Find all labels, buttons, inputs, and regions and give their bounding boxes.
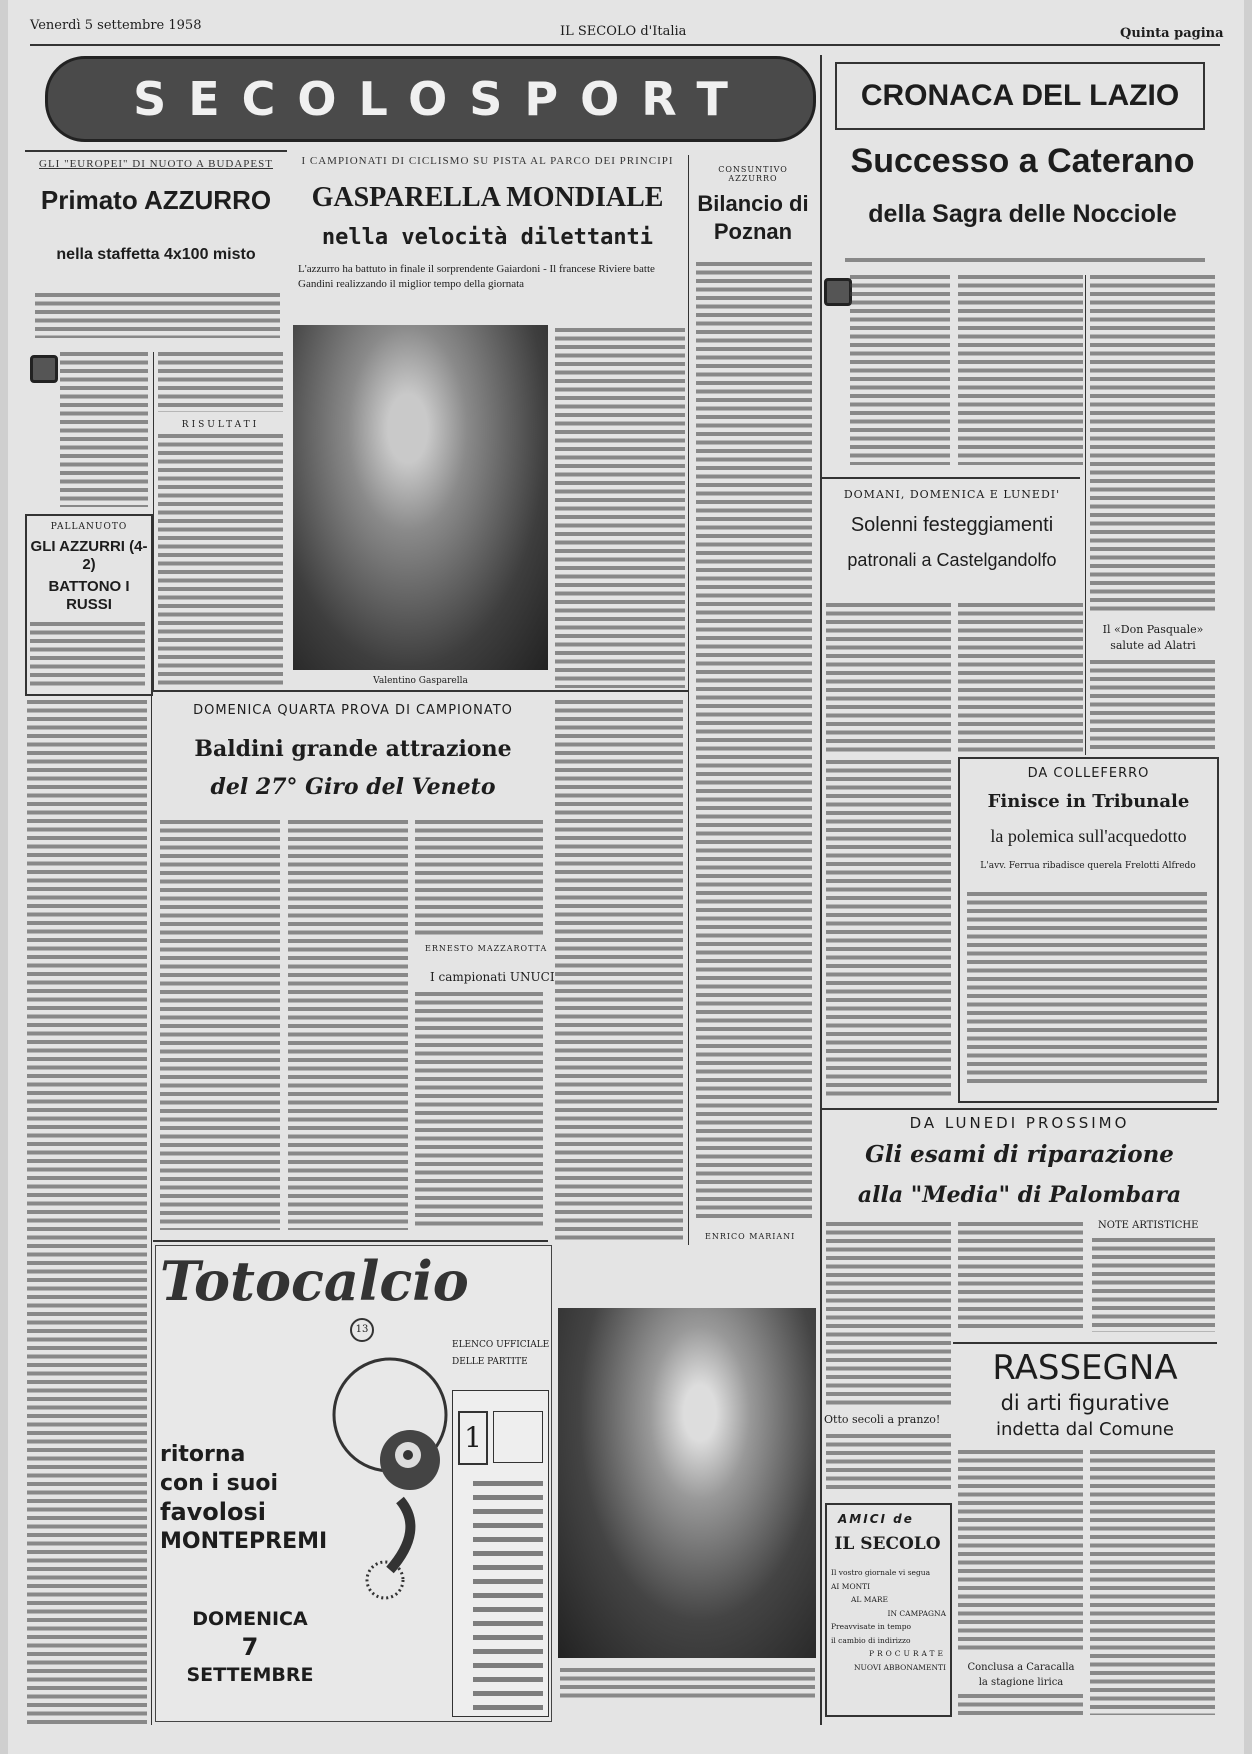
article-body-text bbox=[555, 328, 685, 688]
article-body-text bbox=[27, 700, 147, 1725]
photo-caption: Valentino Gasparella bbox=[373, 676, 468, 686]
subheadline: di arti figurative bbox=[1000, 1391, 1170, 1415]
headline: Gli esami di riparazione bbox=[865, 1141, 1174, 1168]
divider bbox=[153, 352, 154, 692]
amici-title: IL SECOLO bbox=[834, 1534, 941, 1554]
divider bbox=[820, 55, 822, 1725]
subheadline: patronali a Castelgandolfo bbox=[847, 550, 1057, 570]
kicker: DA LUNEDI PROSSIMO bbox=[909, 1114, 1130, 1132]
totocalcio-coupon bbox=[452, 1390, 549, 1717]
article-body-text bbox=[826, 603, 951, 753]
article-body-text bbox=[826, 1434, 951, 1492]
film-still-photo bbox=[558, 1308, 816, 1658]
headline: Solenni festeggiamenti bbox=[850, 514, 1054, 536]
cyclist-photo bbox=[293, 325, 548, 670]
article-body-text bbox=[60, 352, 148, 507]
kicker: DA COLLEFERRO bbox=[1027, 766, 1150, 781]
subheadline: nella staffetta 4x100 misto bbox=[56, 246, 256, 263]
secolosport-banner: SECOLOSPORT bbox=[45, 56, 816, 142]
article-body-text bbox=[415, 820, 543, 938]
article-body-text bbox=[415, 992, 543, 1230]
section-cronaca-lazio bbox=[835, 62, 1205, 130]
subheadline: la polemica sull'acquedotto bbox=[990, 826, 1187, 846]
subheading: Otto secoli a pranzo! bbox=[824, 1413, 941, 1426]
section-title: CRONACA DEL LAZIO bbox=[860, 79, 1180, 112]
divider bbox=[151, 695, 152, 1725]
subheadline: del 27° Giro del Veneto bbox=[210, 774, 496, 800]
subheadline: alla "Media" di Palombara bbox=[857, 1182, 1182, 1208]
article-body-text bbox=[560, 1668, 815, 1698]
divider bbox=[153, 690, 688, 692]
subheadline: indetta dal Comune bbox=[996, 1419, 1174, 1440]
subheading: NOTE ARTISTICHE bbox=[1098, 1220, 1199, 1231]
deck: L'avv. Ferrua ribadisce querela Frelotti Alfredo bbox=[980, 861, 1196, 871]
deck: L'azzurro ha battuto in finale il sorprendente Gaiardoni - Il francese Riviere batte Gandini realizzando il miglior tempo della giornata bbox=[298, 263, 655, 290]
article-body-text bbox=[158, 434, 283, 689]
kicker: I CAMPIONATI DI CICLISMO SU PISTA AL PARCO DEI PRINCIPI bbox=[301, 155, 674, 167]
divider bbox=[30, 44, 1220, 46]
article-body-text bbox=[1090, 660, 1215, 750]
headline: GLI AZZURRI (4-2) bbox=[30, 538, 148, 573]
headline: Successo a Caterano bbox=[850, 142, 1195, 180]
article-body-text bbox=[958, 1694, 1083, 1716]
article-body-text bbox=[160, 820, 280, 1230]
article-body-text bbox=[473, 1481, 543, 1711]
article-body-text bbox=[1092, 1238, 1215, 1332]
signature: ERNESTO MAZZAROTTA bbox=[425, 944, 548, 953]
headline: Bilancio di Poznan bbox=[697, 191, 809, 244]
headline: Finisce in Tribunale bbox=[987, 791, 1190, 812]
amici-label: AMICI de bbox=[838, 1512, 914, 1526]
kicker: DOMANI, DOMENICA E LUNEDI' bbox=[843, 488, 1061, 501]
ad-list-label: ELENCO UFFICIALE DELLE PARTITE bbox=[452, 1340, 550, 1367]
headline: RASSEGNA bbox=[992, 1348, 1178, 1388]
agency-logo-icon bbox=[30, 355, 58, 383]
page-number: Quinta pagina bbox=[1120, 26, 1224, 41]
article-body-text bbox=[555, 700, 683, 1240]
article-body-text bbox=[158, 352, 283, 412]
subheadline: nella velocità dilettanti bbox=[321, 225, 654, 250]
article-body-text bbox=[958, 275, 1083, 465]
paper-name: IL SECOLO d'Italia bbox=[560, 24, 687, 39]
football-mascot-icon bbox=[330, 1340, 450, 1610]
article-body-text bbox=[850, 275, 950, 465]
article-body-text bbox=[826, 1222, 951, 1407]
subheading: Il «Don Pasquale» salute ad Alatri bbox=[1088, 622, 1218, 654]
divider bbox=[25, 150, 287, 152]
ad-text: ritorna con i suoi favolosi MONTEPREMI bbox=[160, 1442, 328, 1554]
article-body-text bbox=[696, 262, 812, 1222]
headline: BATTONO I RUSSI bbox=[48, 578, 130, 613]
article-body-text bbox=[958, 1222, 1083, 1332]
article-body-text bbox=[1090, 275, 1215, 615]
issue-date: Venerdì 5 settembre 1958 bbox=[30, 18, 202, 33]
ad-date: DOMENICA 7 SETTEMBRE bbox=[186, 1608, 314, 1686]
results-label: RISULTATI bbox=[181, 420, 260, 430]
headline: Primato AZZURRO bbox=[40, 185, 272, 215]
agency-logo-icon bbox=[824, 278, 852, 306]
article-body-text bbox=[967, 892, 1207, 1087]
subscription-text: Il vostro giornale vi segua AI MONTI AL MARE IN CAMPAGNA Preavvisate in tempo il cambio di indirizzo PROCURATE NUOVI ABBONAMENTI bbox=[831, 1568, 946, 1672]
totocalcio-logo: Totocalcio bbox=[160, 1249, 469, 1313]
divider bbox=[688, 155, 689, 1245]
subheading: Conclusa a Caracalla la stagione lirica bbox=[967, 1662, 1075, 1688]
subheading: I campionati UNUCI bbox=[430, 970, 555, 984]
kicker: DOMENICA QUARTA PROVA DI CAMPIONATO bbox=[193, 703, 513, 718]
signature: ENRICO MARIANI bbox=[705, 1232, 796, 1241]
article-body-text bbox=[288, 820, 408, 1230]
kicker: CONSUNTIVO AZZURRO bbox=[718, 165, 788, 183]
article-body-text bbox=[845, 258, 1205, 266]
article-body-text bbox=[958, 603, 1083, 753]
article-body-text bbox=[958, 1450, 1083, 1650]
divider bbox=[953, 1342, 1217, 1344]
subheadline: della Sagra delle Nocciole bbox=[868, 200, 1177, 228]
badge: 13 bbox=[350, 1318, 374, 1342]
kicker: GLI "EUROPEI" DI NUOTO A BUDAPEST bbox=[39, 158, 273, 170]
article-body-text bbox=[30, 622, 145, 687]
divider bbox=[1085, 275, 1086, 755]
coupon-number: 1 bbox=[458, 1411, 488, 1465]
divider bbox=[822, 477, 1080, 479]
divider bbox=[822, 1108, 1217, 1110]
article-body-text bbox=[826, 760, 951, 1100]
kicker: PALLANUOTO bbox=[50, 522, 128, 532]
divider bbox=[153, 1240, 548, 1242]
article-body-text bbox=[35, 293, 280, 338]
headline: GASPARELLA MONDIALE bbox=[311, 182, 664, 213]
headline: Baldini grande attrazione bbox=[194, 736, 512, 762]
article-body-text bbox=[1090, 1450, 1215, 1715]
